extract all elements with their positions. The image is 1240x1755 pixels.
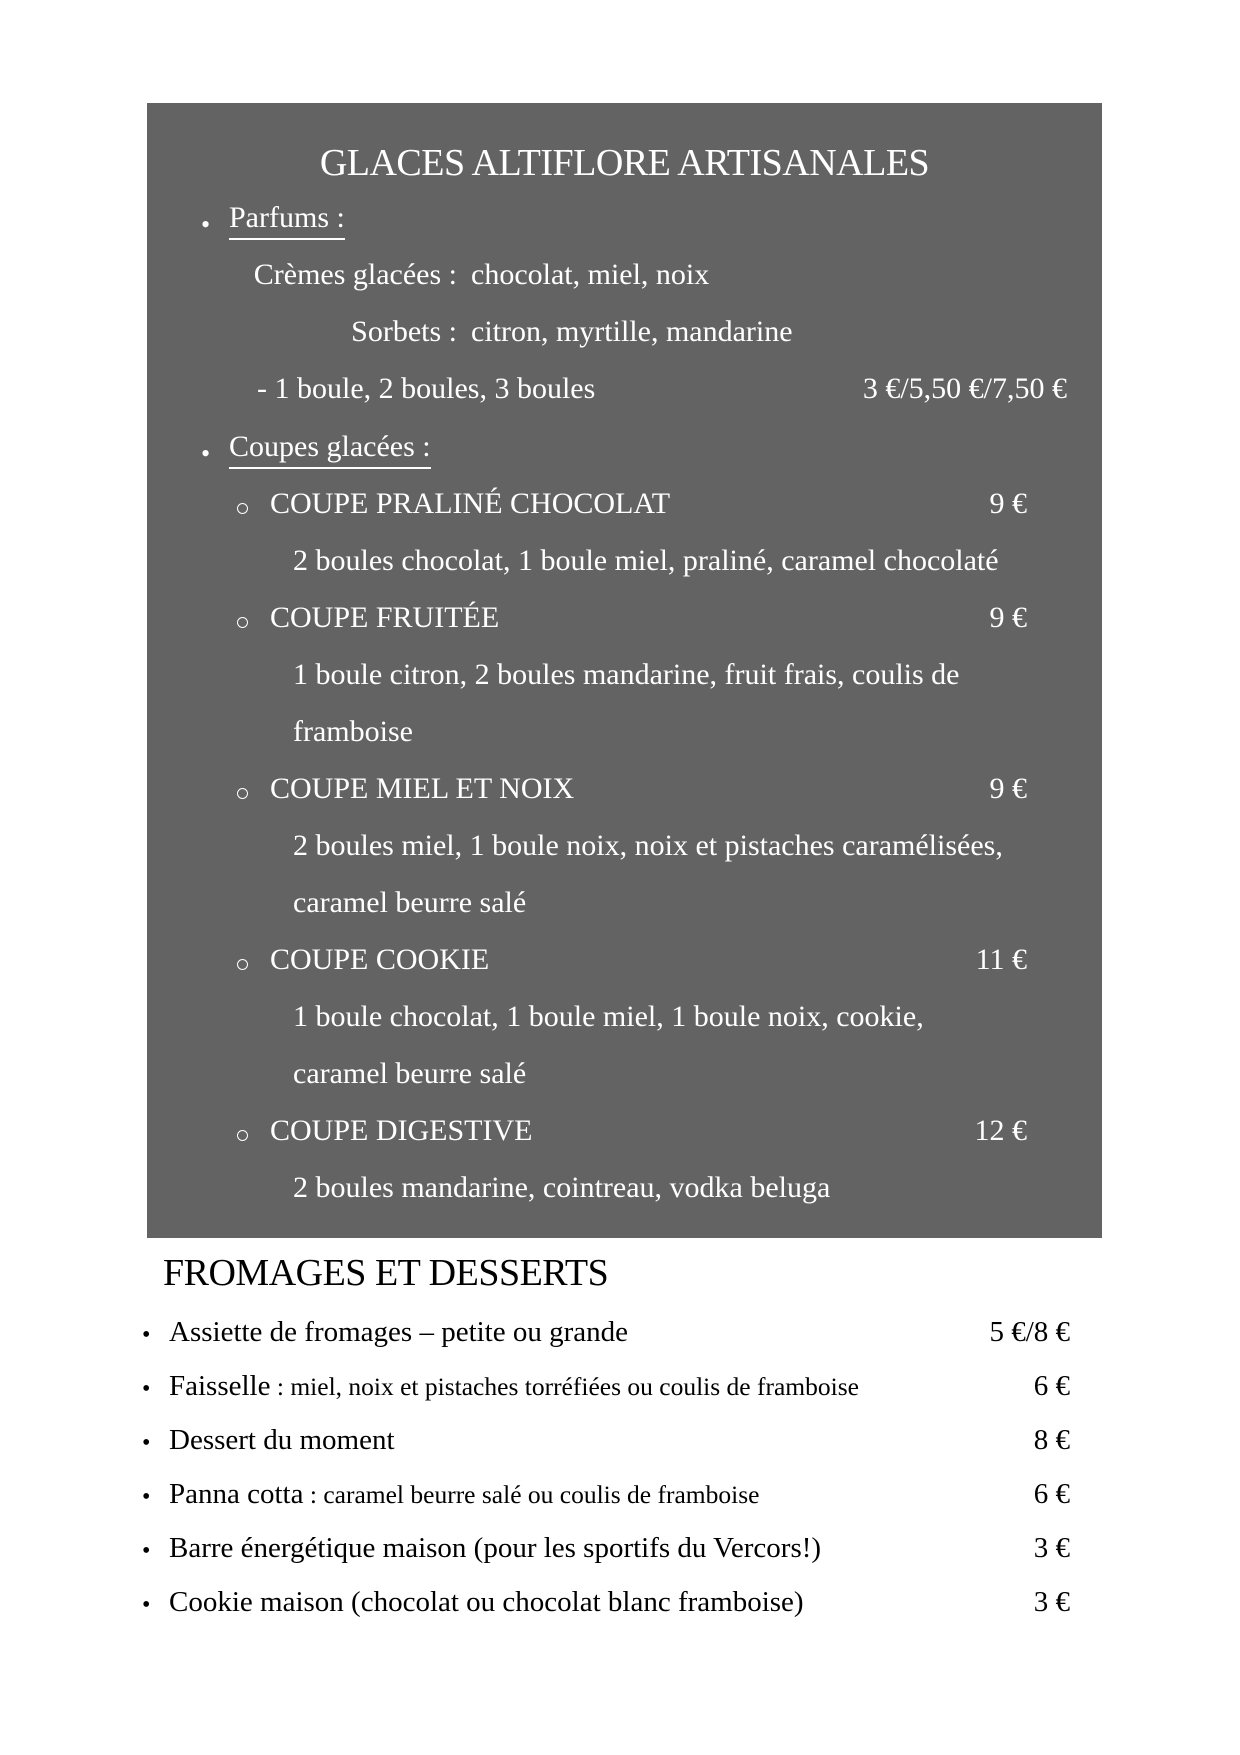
coupe-price: 9 € <box>989 601 1027 634</box>
cremes-value: chocolat, miel, noix <box>471 258 710 291</box>
coupes-heading-text: Coupes glacées : <box>229 430 431 469</box>
coupe-name: COUPE MIEL ET NOIX <box>270 772 575 805</box>
dessert-price: 3 € <box>1033 1532 1070 1564</box>
coupe-desc: framboise <box>293 715 413 748</box>
sorbets-label: Sorbets : <box>351 315 457 348</box>
parfums-heading <box>229 201 345 235</box>
dessert-item <box>169 1532 821 1565</box>
sorbets-value: citron, myrtille, mandarine <box>471 315 793 348</box>
bullet-icon: • <box>142 1592 151 1618</box>
bullet-icon: • <box>142 1376 151 1402</box>
dessert-item <box>169 1424 395 1457</box>
circle-bullet-icon <box>237 503 248 514</box>
circle-bullet-icon <box>237 959 248 970</box>
coupe-price: 9 € <box>989 772 1027 805</box>
dessert-detail: : miel, noix et pistaches torréfiées ou coulis de framboise <box>270 1372 859 1401</box>
coupe-price: 9 € <box>989 487 1027 520</box>
coupe-desc: 2 boules chocolat, 1 boule miel, praliné, caramel chocolaté <box>293 544 999 577</box>
boules-price: 3 €/5,50 €/7,50 € <box>862 372 1067 405</box>
coupe-price: 12 € <box>974 1114 1027 1147</box>
fromages-title: FROMAGES ET DESSERTS <box>163 1252 609 1294</box>
circle-bullet-icon <box>237 1130 248 1141</box>
dessert-price: 3 € <box>1033 1586 1070 1618</box>
bullet-icon: • <box>142 1538 151 1564</box>
dessert-price: 8 € <box>1033 1424 1070 1456</box>
coupe-price: 11 € <box>975 943 1027 976</box>
coupe-name: COUPE FRUITÉE <box>270 601 500 634</box>
coupe-desc: 1 boule chocolat, 1 boule miel, 1 boule noix, cookie, <box>293 1000 924 1033</box>
dessert-item <box>169 1316 628 1349</box>
dessert-name: Dessert du moment <box>169 1424 395 1456</box>
bullet-icon: • <box>142 1322 151 1348</box>
dessert-price: 5 €/8 € <box>989 1316 1070 1348</box>
dessert-item <box>169 1586 804 1619</box>
boules-label: - 1 boule, 2 boules, 3 boules <box>257 372 596 405</box>
coupe-desc: caramel beurre salé <box>293 1057 527 1090</box>
coupe-name: COUPE DIGESTIVE <box>270 1114 533 1147</box>
glaces-title: GLACES ALTIFLORE ARTISANALES <box>319 142 930 184</box>
coupe-desc: 2 boules miel, 1 boule noix, noix et pistaches caramélisées, <box>293 829 1003 862</box>
circle-bullet-icon <box>237 788 248 799</box>
parfums-heading-text: Parfums : <box>229 201 345 240</box>
bullet-icon: • <box>142 1430 151 1456</box>
dessert-name: Barre énergétique maison (pour les sportifs du Vercors!) <box>169 1532 822 1564</box>
coupe-name: COUPE PRALINÉ CHOCOLAT <box>270 487 671 520</box>
dessert-item <box>169 1478 759 1511</box>
dessert-price: 6 € <box>1033 1370 1070 1402</box>
coupe-name: COUPE COOKIE <box>270 943 490 976</box>
dessert-name: Cookie maison (chocolat ou chocolat blanc framboise) <box>169 1586 804 1618</box>
bullet-icon: • <box>201 210 211 239</box>
coupe-desc: caramel beurre salé <box>293 886 527 919</box>
circle-bullet-icon <box>237 617 248 628</box>
glaces-panel <box>147 103 1102 1238</box>
coupe-desc: 2 boules mandarine, cointreau, vodka beluga <box>293 1171 831 1204</box>
coupe-desc: 1 boule citron, 2 boules mandarine, fruit frais, coulis de <box>293 658 960 691</box>
dessert-name: Faisselle <box>169 1370 271 1402</box>
dessert-detail: : caramel beurre salé ou coulis de framboise <box>303 1480 760 1509</box>
coupes-heading <box>229 430 431 464</box>
dessert-name: Panna cotta <box>169 1478 304 1510</box>
dessert-name: Assiette de fromages – petite ou grande <box>169 1316 629 1348</box>
dessert-item <box>169 1370 859 1403</box>
dessert-price: 6 € <box>1033 1478 1070 1510</box>
cremes-label: Crèmes glacées : <box>253 258 457 291</box>
bullet-icon: • <box>142 1484 151 1510</box>
bullet-icon: • <box>201 439 211 468</box>
